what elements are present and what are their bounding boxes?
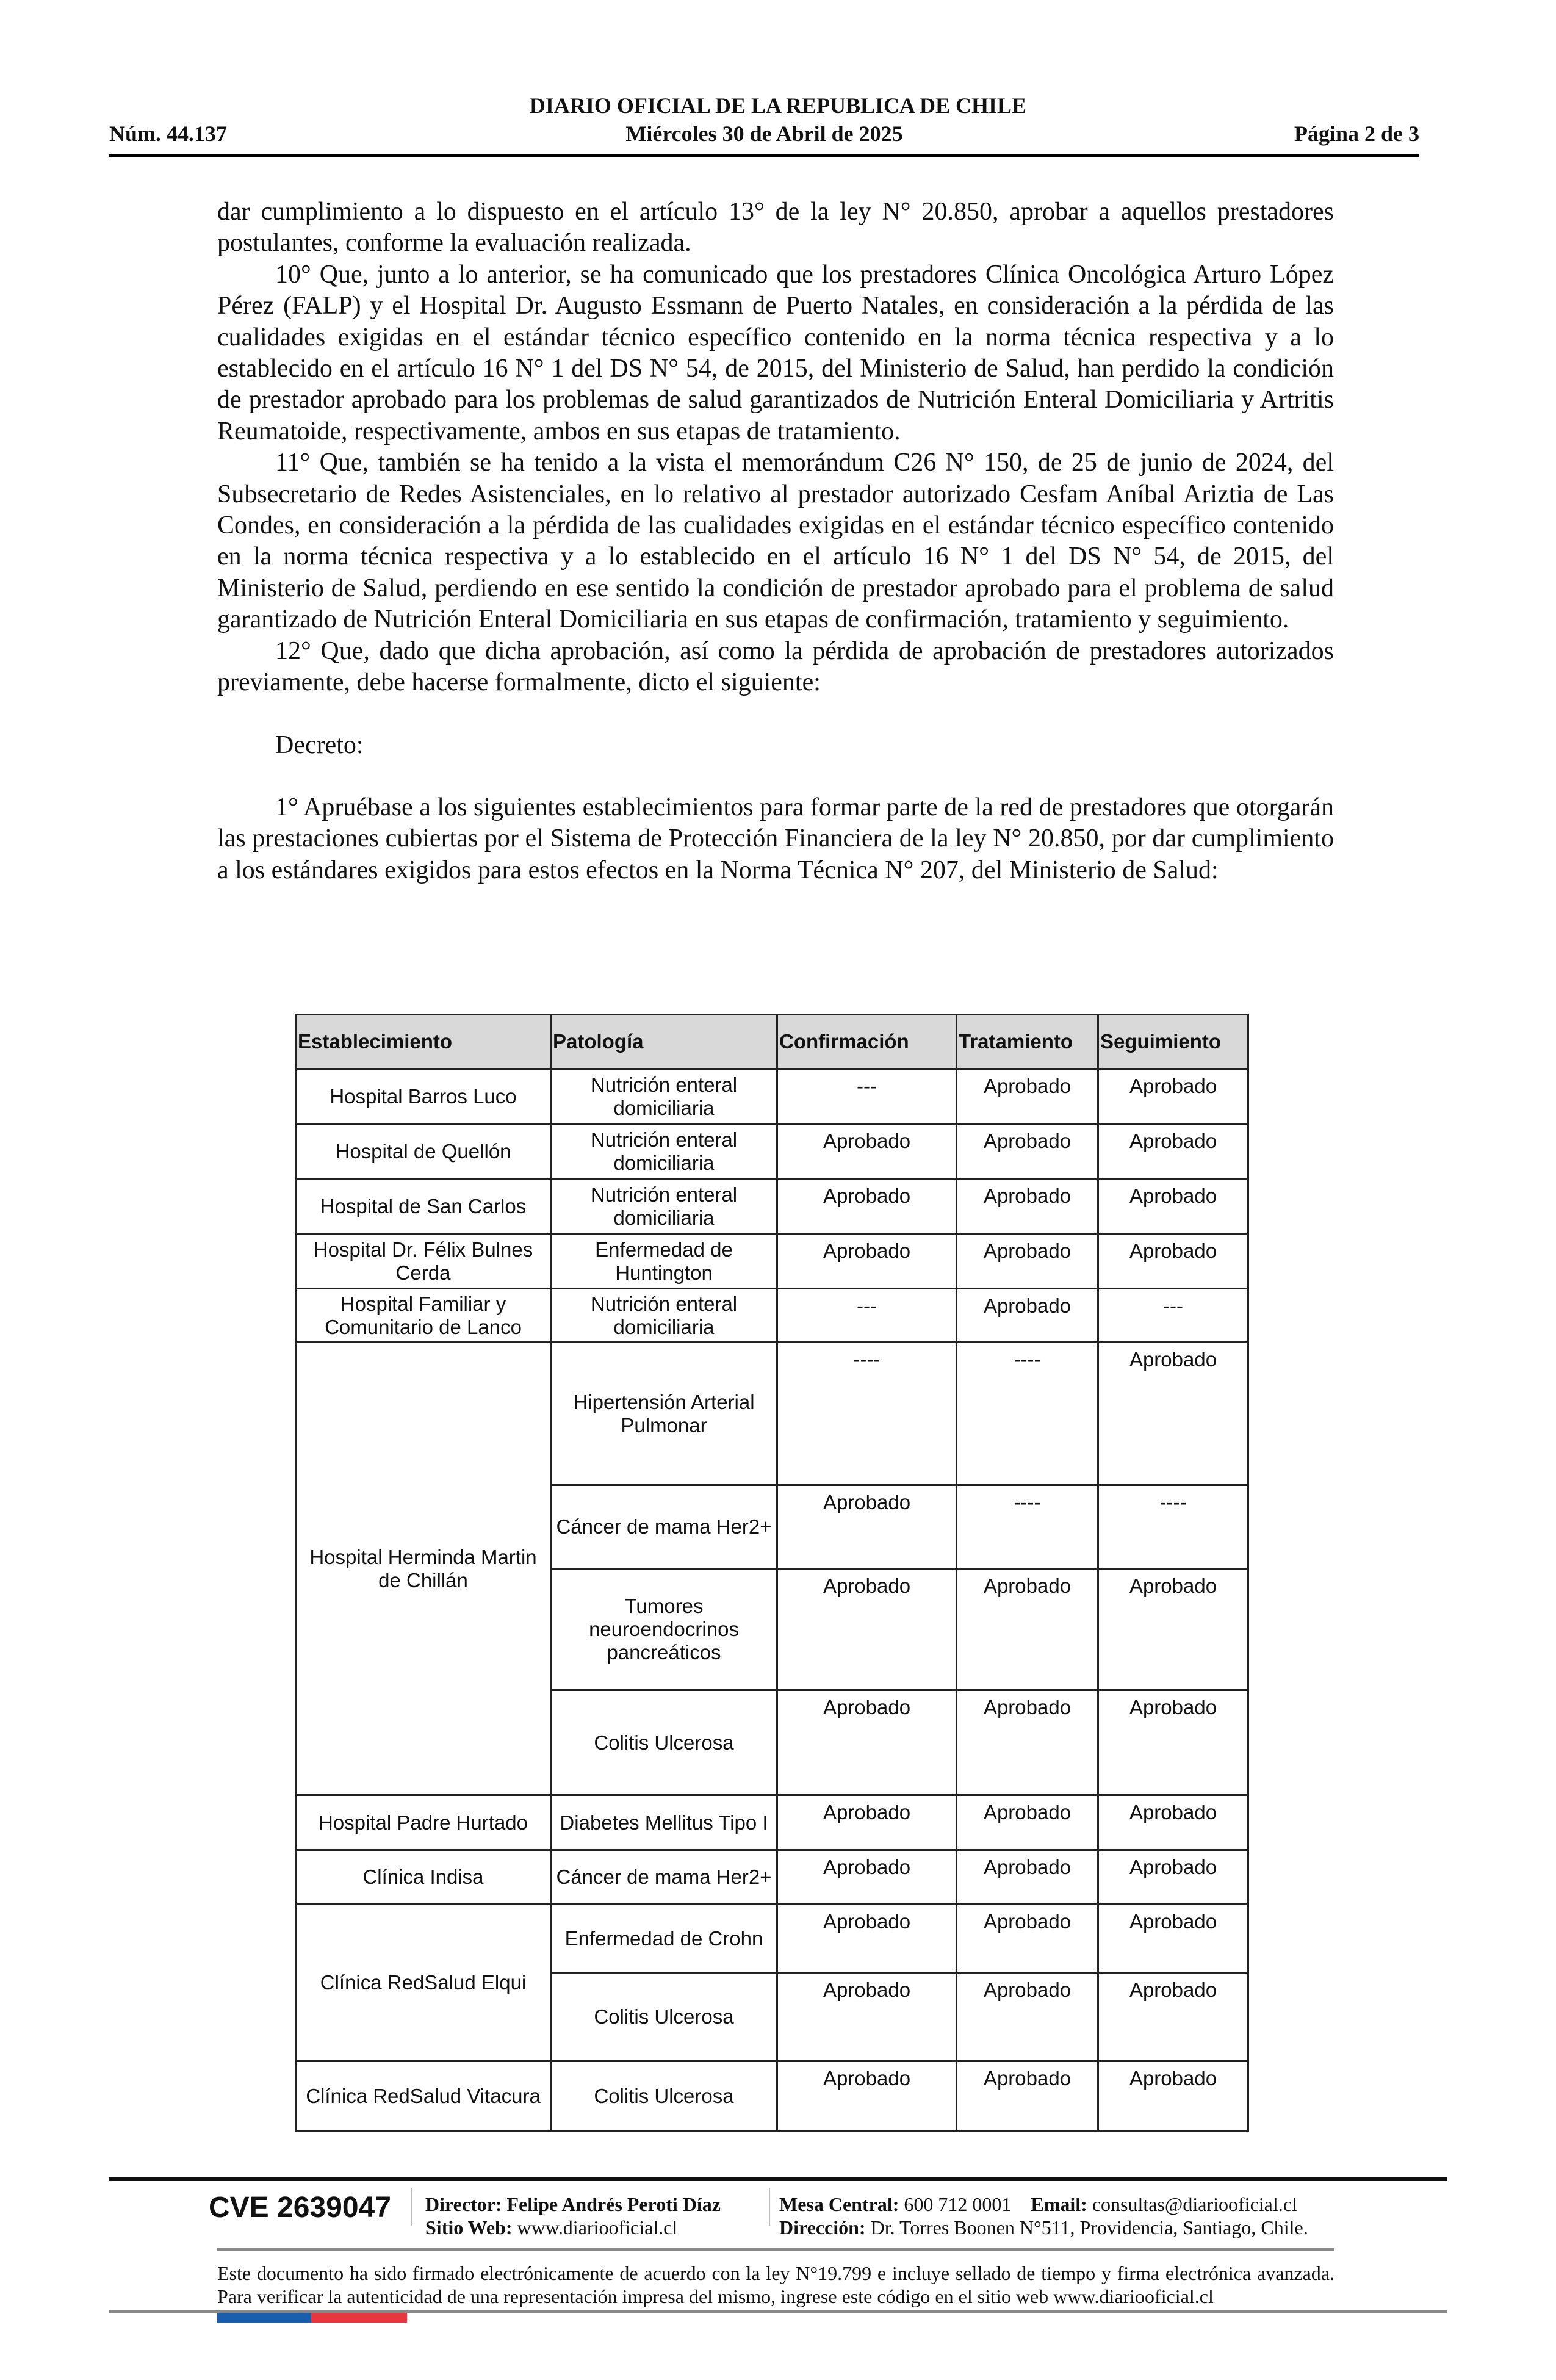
cell-tratamiento: Aprobado [957,1234,1098,1289]
cell-seguimiento: Aprobado [1098,1973,1248,2061]
cell-confirmacion: --- [777,1289,957,1343]
cell-seguimiento: Aprobado [1098,1795,1248,1850]
header-tratamiento: Tratamiento [957,1015,1098,1069]
cell-tratamiento: Aprobado [957,2061,1098,2131]
decree-heading: Decreto: [275,730,364,759]
footer-divider-2 [217,2248,1334,2251]
footer-divider [109,2177,1447,2181]
header-patologia: Patología [551,1015,777,1069]
director-label: Director: [425,2193,502,2215]
cell-patologia: Nutrición enteral domiciliaria [551,1124,777,1179]
table-row [296,1124,1248,1179]
cell-seguimiento: Aprobado [1098,1569,1248,1690]
cell-patologia: Cáncer de mama Her2+ [551,1485,777,1569]
cell-tratamiento: Aprobado [957,1850,1098,1905]
paragraph-10: 10° Que, junto a lo anterior, se ha comunicado que los prestadores Clínica Oncológica Arturo López Pérez (FALP) y el Hospital Dr. Augusto Essmann de Puerto Natales, en consideración a la pérdida de las cualidades exigidas en el estándar técnico específico contenido en la norma técnica respectiva y a lo establecido en el artículo 16 N° 1 del DS N° 54, de 2015, del Ministerio de Salud, han perdido la condición de prestador aprobado para los problemas de salud garantizados de Nutrición Enteral Domiciliaria y Artritis Reumatoide, respectivamente, ambos en sus etapas de tratamiento. [217,260,1334,445]
header-seguimiento: Seguimiento [1098,1015,1248,1069]
cell-confirmacion: Aprobado [777,1690,957,1795]
cell-confirmacion: Aprobado [777,1485,957,1569]
cell-tratamiento: ---- [957,1485,1098,1569]
cell-confirmacion: Aprobado [777,1569,957,1690]
cell-confirmacion: Aprobado [777,1973,957,2061]
table-row [296,1069,1248,1124]
cell-seguimiento: ---- [1098,1485,1248,1569]
cell-patologia: Cáncer de mama Her2+ [551,1850,777,1905]
cell-patologia: Colitis Ulcerosa [551,1973,777,2061]
cell-seguimiento: Aprobado [1098,1124,1248,1179]
cell-confirmacion: Aprobado [777,1179,957,1234]
email-label: Email: [1031,2193,1087,2215]
cell-tratamiento: Aprobado [957,1179,1098,1234]
cell-tratamiento: Aprobado [957,1069,1098,1124]
cell-establecimiento: Hospital Barros Luco [296,1069,551,1124]
table-row [296,1289,1248,1343]
cell-tratamiento: Aprobado [957,1690,1098,1795]
cell-seguimiento: Aprobado [1098,1690,1248,1795]
cell-confirmacion: Aprobado [777,1234,957,1289]
page-number: Página 2 de 3 [1294,121,1419,146]
cell-patologia: Colitis Ulcerosa [551,1690,777,1795]
flag-bar-blue [217,2313,311,2323]
newspaper-title: DIARIO OFICIAL DE LA REPUBLICA DE CHILE [529,93,1027,118]
cell-patologia: Enfermedad de Huntington [551,1234,777,1289]
cell-seguimiento: Aprobado [1098,1234,1248,1289]
cell-seguimiento: --- [1098,1289,1248,1343]
cell-patologia: Hipertensión Arterial Pulmonar [551,1343,777,1485]
cell-establecimiento: Clínica RedSalud Elqui [296,1905,551,2061]
cve-code: CVE 2639047 [209,2191,391,2224]
cell-tratamiento: Aprobado [957,1795,1098,1850]
web-label: Sitio Web: [425,2216,513,2238]
cell-establecimiento: Hospital Familiar y Comunitario de Lanco [296,1289,551,1343]
paragraph-12: 12° Que, dado que dicha aprobación, así como la pérdida de aprobación de prestadores autorizados previamente, debe hacerse formalmente, dicto el siguiente: [217,636,1334,697]
table-row [296,1905,1248,1973]
cell-seguimiento: Aprobado [1098,1850,1248,1905]
cell-tratamiento: ---- [957,1343,1098,1485]
cell-establecimiento: Hospital Padre Hurtado [296,1795,551,1850]
table-row [296,1795,1248,1850]
table-row [296,2061,1248,2131]
web-link[interactable]: www.diariooficial.cl [517,2216,678,2238]
footer-separator [769,2188,770,2226]
cell-seguimiento: Aprobado [1098,1905,1248,1973]
cell-seguimiento: Aprobado [1098,2061,1248,2131]
table-header-row [296,1015,1248,1069]
cell-confirmacion: Aprobado [777,1905,957,1973]
cell-patologia: Colitis Ulcerosa [551,2061,777,2131]
issue-date: Miércoles 30 de Abril de 2025 [625,121,903,146]
direccion-label: Dirección: [779,2216,866,2238]
cell-confirmacion: --- [777,1069,957,1124]
cell-confirmacion: Aprobado [777,2061,957,2131]
cell-establecimiento: Clínica Indisa [296,1850,551,1905]
header-confirmacion: Confirmación [777,1015,957,1069]
issue-number: Núm. 44.137 [109,121,228,146]
cell-patologia: Tumores neuroendocrinos pancreáticos [551,1569,777,1690]
cell-establecimiento: Hospital de Quellón [296,1124,551,1179]
article-1: 1° Apruébase a los siguientes establecimientos para formar parte de la red de prestadores que otorgarán las prestaciones cubiertas por el Sistema de Protección Financiera de la ley N° 20.850, por dar cumplimiento a los estándares exigidos para estos efectos en la Norma Técnica N° 207, del Ministerio de Salud: [217,793,1334,884]
cell-confirmacion: Aprobado [777,1124,957,1179]
footer-separator [411,2188,412,2226]
cell-patologia: Nutrición enteral domiciliaria [551,1289,777,1343]
mesa-phone: 600 712 0001 [904,2193,1012,2215]
cell-confirmacion: Aprobado [777,1850,957,1905]
table-row [296,1850,1248,1905]
paragraph-11: 11° Que, también se ha tenido a la vista el memorándum C26 N° 150, de 25 de junio de 2024, del Subsecretario de Redes Asistenciales, en lo relativo al prestador autorizado Cesfam Aníbal Ariztia de Las Condes, en consideración a la pérdida de las cualidades exigidas en el estándar técnico específico contenido en la norma técnica respectiva y a lo establecido en el artículo 16 N° 1 del DS N° 54, de 2015, del Ministerio de Salud, perdiendo en ese sentido la condición de prestador aprobado para el problema de salud garantizado de Nutrición Enteral Domiciliaria en sus etapas de confirmación, tratamiento y seguimiento. [217,449,1334,634]
cell-confirmacion: Aprobado [777,1795,957,1850]
direccion-value: Dr. Torres Boonen N°511, Providencia, Santiago, Chile. [870,2216,1308,2238]
cell-patologia: Enfermedad de Crohn [551,1905,777,1973]
flag-bar-red [311,2313,407,2323]
cell-establecimiento: Hospital Herminda Martin de Chillán [296,1343,551,1795]
cell-tratamiento: Aprobado [957,1289,1098,1343]
cell-patologia: Nutrición enteral domiciliaria [551,1069,777,1124]
cell-seguimiento: Aprobado [1098,1069,1248,1124]
mesa-label: Mesa Central: [779,2193,899,2215]
cell-establecimiento: Clínica RedSalud Vitacura [296,2061,551,2131]
footer-director-block [425,2193,721,2239]
table-row [296,1234,1248,1289]
table-row [296,1179,1248,1234]
cell-establecimiento: Hospital de San Carlos [296,1179,551,1234]
providers-table [295,1014,1249,2132]
cell-patologia: Nutrición enteral domiciliaria [551,1179,777,1234]
header-divider [109,154,1419,157]
footer-contact-block [779,2193,1308,2239]
signature-disclaimer: Este documento ha sido firmado electrónicamente de acuerdo con la ley N°19.799 e incluye sellado de tiempo y firma electrónica avanzada. Para verificar la autenticidad de una representación impresa del mismo, ingrese este código en el sitio web www.diariooficial.cl [217,2262,1334,2307]
header-establecimiento: Establecimiento [296,1015,551,1069]
cell-confirmacion: ---- [777,1343,957,1485]
cell-tratamiento: Aprobado [957,1973,1098,2061]
document-body [217,197,1334,886]
email-link[interactable]: consultas@diariooficial.cl [1092,2193,1297,2215]
cell-establecimiento: Hospital Dr. Félix Bulnes Cerda [296,1234,551,1289]
director-name: Felipe Andrés Peroti Díaz [506,2193,721,2215]
cell-tratamiento: Aprobado [957,1124,1098,1179]
paragraph-continuation: dar cumplimiento a lo dispuesto en el artículo 13° de la ley N° 20.850, aprobar a aquellos prestadores postulantes, conforme la evaluación realizada. [217,198,1334,258]
table-row [296,1343,1248,1485]
cell-tratamiento: Aprobado [957,1569,1098,1690]
cell-seguimiento: Aprobado [1098,1179,1248,1234]
cell-patologia: Diabetes Mellitus Tipo I [551,1795,777,1850]
cell-seguimiento: Aprobado [1098,1343,1248,1485]
cell-tratamiento: Aprobado [957,1905,1098,1973]
